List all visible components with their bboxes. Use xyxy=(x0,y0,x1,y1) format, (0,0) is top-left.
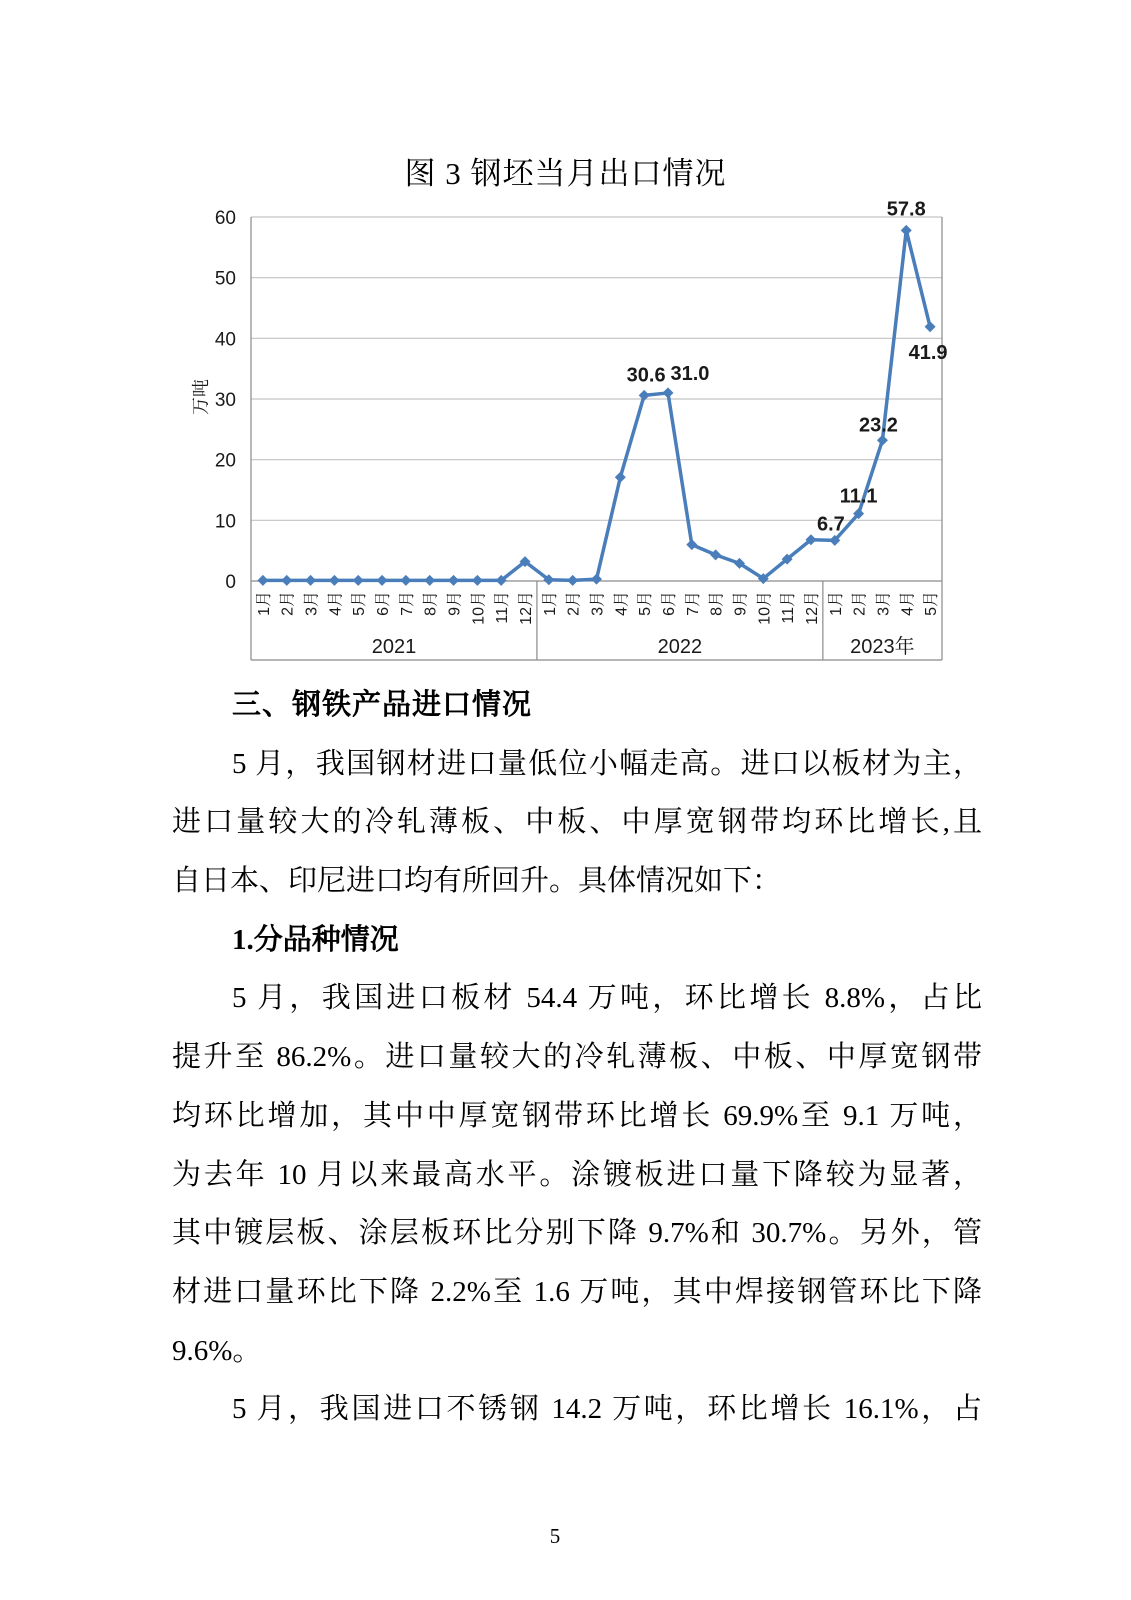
data-point-marker xyxy=(424,575,435,586)
data-point-marker xyxy=(329,575,340,586)
doc-text-line: 5 月，我国进口板材 54.4 万吨，环比增长 8.8%，占比 xyxy=(232,982,982,1015)
y-tick-label: 10 xyxy=(214,511,236,533)
month-label: 4月 xyxy=(327,591,345,616)
data-point-marker xyxy=(925,321,936,332)
month-label: 6月 xyxy=(660,591,678,616)
month-label: 7月 xyxy=(398,591,416,616)
doc-text-line: 其中镀层板、涂层板环比分别下降 9.7%和 30.7%。另外，管 xyxy=(172,1217,982,1250)
doc-text-line: 为去年 10 月以来最高水平。涂镀板进口量下降较为显著， xyxy=(172,1158,982,1191)
month-label: 6月 xyxy=(375,591,393,616)
data-point-marker xyxy=(662,387,673,398)
data-point-marker xyxy=(305,575,316,586)
month-label: 3月 xyxy=(589,591,607,616)
data-point-marker xyxy=(615,472,626,483)
month-label: 8月 xyxy=(708,591,726,616)
data-point-label: 30.6 xyxy=(626,364,666,387)
month-label: 12月 xyxy=(803,591,821,625)
month-label: 10月 xyxy=(470,591,488,625)
data-point-marker xyxy=(901,225,912,236)
y-tick-label: 60 xyxy=(214,208,236,229)
year-label: 2023年 xyxy=(850,636,915,658)
y-tick-label: 20 xyxy=(214,450,236,472)
data-point-marker xyxy=(257,575,268,586)
doc-text-line: 进口量较大的冷轧薄板、中板、中厚宽钢带均环比增长,且 xyxy=(172,806,982,839)
page-number: 5 xyxy=(549,1524,561,1548)
doc-text-line: 材进口量环比下降 2.2%至 1.6 万吨，其中焊接钢管环比下降 xyxy=(172,1275,982,1308)
doc-text-line: 5 月，我国进口不锈钢 14.2 万吨，环比增长 16.1%，占 xyxy=(232,1393,982,1426)
doc-text-line: 提升至 86.2%。进口量较大的冷轧薄板、中板、中厚宽钢带 xyxy=(172,1041,982,1074)
data-point-marker xyxy=(710,549,721,560)
month-label: 9月 xyxy=(732,591,750,616)
month-label: 11月 xyxy=(494,591,512,624)
y-axis-title: 万吨 xyxy=(191,379,211,415)
data-point-label: 31.0 xyxy=(670,362,710,385)
month-label: 2月 xyxy=(851,591,869,616)
month-label: 2月 xyxy=(279,591,297,616)
data-point-label: 57.8 xyxy=(886,198,926,221)
data-point-marker xyxy=(377,575,388,586)
doc-text-line: 9.6%。 xyxy=(172,1334,262,1367)
month-label: 3月 xyxy=(875,591,893,616)
doc-text-line: 均环比增加，其中中厚宽钢带环比增长 69.9%至 9.1 万吨， xyxy=(172,1099,982,1132)
data-point-marker xyxy=(567,575,578,586)
y-tick-label: 30 xyxy=(214,390,236,411)
body-text xyxy=(172,676,982,1439)
export-line-chart xyxy=(170,190,970,670)
year-label: 2022 xyxy=(657,636,703,658)
month-label: 5月 xyxy=(351,591,369,616)
data-point-label: 23.2 xyxy=(858,414,898,437)
chart-canvas xyxy=(170,190,970,670)
doc-text-line: 5 月，我国钢材进口量低位小幅走高。进口以板材为主， xyxy=(232,747,982,780)
month-label: 4月 xyxy=(899,591,917,616)
data-point-marker xyxy=(281,575,292,586)
doc-heading-line: 1.分品种情况 xyxy=(232,923,399,956)
month-label: 7月 xyxy=(684,591,702,616)
year-label: 2021 xyxy=(371,636,417,658)
month-label: 3月 xyxy=(303,591,321,616)
doc-text-line: 自日本、印尼进口均有所回升。具体情况如下： xyxy=(172,865,782,898)
data-point-label: 6.7 xyxy=(816,513,845,536)
data-point-marker xyxy=(591,574,602,585)
y-tick-label: 0 xyxy=(225,572,236,593)
data-point-marker xyxy=(353,575,364,586)
month-label: 10月 xyxy=(756,591,774,625)
month-label: 9月 xyxy=(446,591,464,616)
y-tick-label: 40 xyxy=(214,329,236,351)
month-label: 1月 xyxy=(827,591,845,616)
data-point-marker xyxy=(400,575,411,586)
month-label: 4月 xyxy=(613,591,631,616)
data-point-marker xyxy=(686,539,697,550)
doc-heading-line: 三、钢铁产品进口情况 xyxy=(232,689,533,721)
month-label: 12月 xyxy=(518,591,536,625)
y-tick-label: 50 xyxy=(214,268,236,290)
month-label: 2月 xyxy=(565,591,583,616)
data-point-label: 11.1 xyxy=(839,485,878,508)
month-label: 5月 xyxy=(637,591,655,616)
data-point-marker xyxy=(472,575,483,586)
month-label: 1月 xyxy=(255,591,273,616)
data-point-label: 41.9 xyxy=(908,341,948,364)
month-label: 1月 xyxy=(541,591,559,616)
month-label: 8月 xyxy=(422,591,440,616)
month-label: 5月 xyxy=(923,591,941,616)
month-label: 11月 xyxy=(780,591,798,624)
data-point-marker xyxy=(877,435,888,446)
data-point-marker xyxy=(448,575,459,586)
figure-caption: 图 3 钢坯当月出口情况 xyxy=(404,156,727,191)
